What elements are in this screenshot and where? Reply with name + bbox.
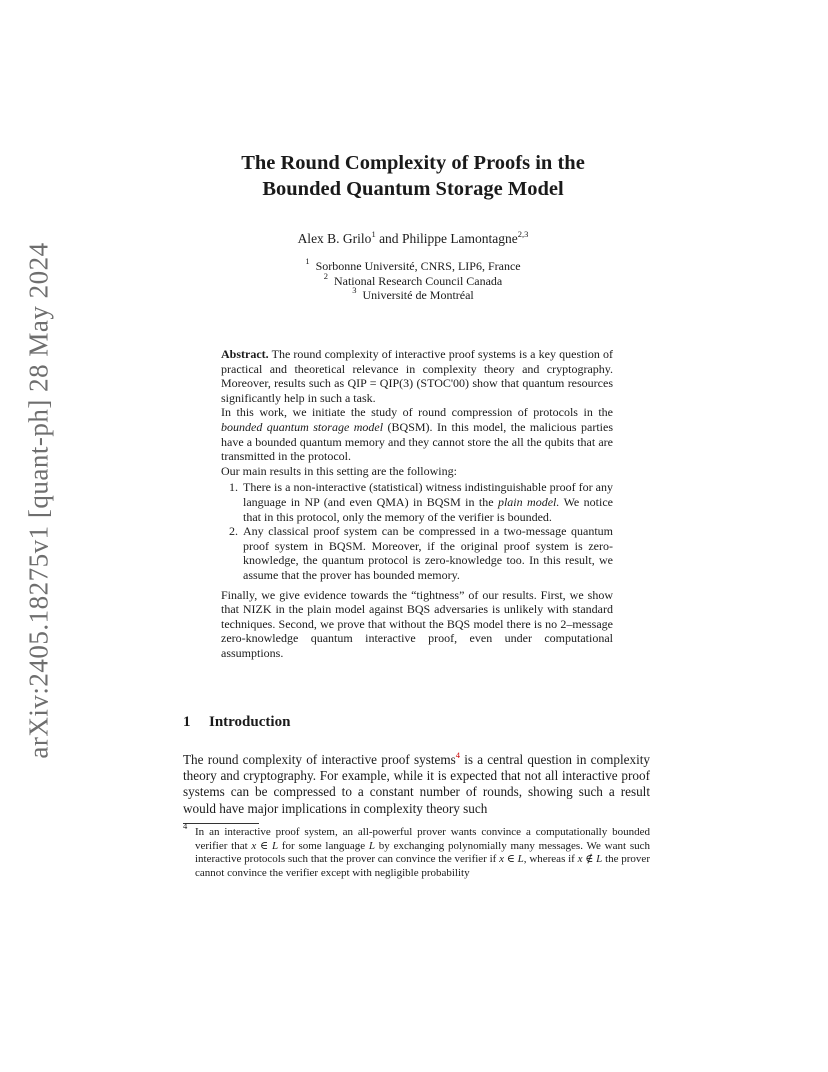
footnote-link[interactable]: 4 [455, 750, 460, 760]
footnote-text: In an interactive proof system, an all-powerful prover wants convince a computationally bounded verifier that [195, 826, 650, 852]
footnote-mark-wrap [183, 821, 195, 840]
results-list [221, 480, 613, 582]
footnote-divider [183, 823, 259, 824]
intro-text: The round complexity of interactive proof systems [183, 752, 456, 767]
footnote-math: x ∈ L [499, 853, 524, 865]
list-item-emphasis: plain model. [497, 494, 560, 509]
author-name: Philippe Lamontagne [401, 231, 518, 246]
section-number: 1 [183, 714, 191, 730]
affiliation-line [183, 270, 643, 289]
list-item [241, 480, 613, 524]
arxiv-identifier-stamp [22, 240, 56, 760]
footnote-text: for some language [278, 839, 369, 852]
abstract-text: In this work, we initiate the study of round compression of protocols in the [221, 405, 613, 420]
affiliation-name: Sorbonne Université, CNRS, LIP6, France [315, 259, 521, 273]
footnote-text: the prover cannot convince the verifier except with negligible probability [195, 853, 650, 879]
abstract-label: Abstract. [221, 347, 269, 361]
abstract-paragraph [221, 347, 613, 405]
affiliation-marker: 2,3 [517, 229, 529, 239]
footnote [183, 821, 650, 880]
title-line-2: Bounded Quantum Storage Model [262, 178, 564, 200]
author-list [183, 231, 643, 247]
title-line-1: The Round Complexity of Proofs in the [241, 152, 585, 174]
author-connector: and [379, 231, 399, 246]
abstract-paragraph: Our main results in this setting are the following: [221, 463, 457, 478]
list-item-text: There is a non-interactive (statistical) witness indistinguishable proof for any language in NP (and even QMA) in BQSM in the [243, 480, 613, 509]
footnote-mark: 4 [183, 821, 188, 831]
arxiv-identifier-text: arXiv:2405.18275v1 [quant-ph] 28 May 2024 [23, 241, 54, 759]
intro-paragraph [183, 752, 650, 817]
abstract-emphasis: bounded quantum storage model [221, 419, 384, 434]
intro-text-block [183, 752, 650, 817]
footnote-math: x ∉ L [577, 853, 603, 865]
abstract-paragraph [221, 405, 613, 463]
footnote-text: by exchanging polynomially many messages. We want such interactive protocols such that the prover can convince the verifier if [195, 839, 650, 865]
abstract-text: (BQSM). In this model, the malicious parties have a bounded quantum memory and they cannot store the all the qubits that are transmitted in the protocol. [221, 419, 614, 464]
affiliation-name: Université de Montréal [362, 288, 474, 302]
author-name: Alex B. Grilo [297, 231, 372, 246]
section-heading [183, 714, 290, 731]
abstract [221, 347, 613, 660]
affiliation-line [183, 256, 643, 274]
affiliation-list [183, 256, 643, 303]
footnote-math: L [368, 839, 376, 852]
abstract-text: The round complexity of interactive proof systems is a key question of practical and theoretical relevance in complexity theory and cryptography. Moreover, results such as QIP = QIP(3) (STOC'00) show that quantum resources significantly help in such a task. [221, 347, 613, 405]
affiliation-number: 3 [352, 285, 357, 295]
affiliation-number: 2 [323, 270, 328, 281]
affiliation-line [183, 285, 643, 303]
intro-text: is a central question in complexity theory and cryptography. For example, while it is expected that not all interactive proof systems can be compressed to a constant number of rounds, showing such a result would have major implications in complexity theory such [183, 752, 650, 816]
footnote-math: x ∈ L [251, 839, 279, 852]
list-item: 2. Any classical proof system can be compressed in a two-message quantum proof system in BQSM. Moreover, if the original proof system is zero-knowledge, the quantum protocol is zero-knowledge too. In this result, we assume that the prover has bounded memory. [241, 524, 613, 582]
affiliation-name: National Research Council Canada [333, 273, 503, 288]
section-title: Introduction [209, 714, 291, 730]
affiliation-number: 1 [305, 256, 310, 266]
paper-title [183, 150, 643, 202]
footnote-text: , whereas if [523, 853, 578, 865]
footnote-text-block [183, 821, 650, 880]
affiliation-marker: 1 [371, 229, 376, 239]
abstract-paragraph: Finally, we give evidence towards the “tightness” of our results. First, we show that NIZK in the plain model against BQS adversaries is unlikely with standard techniques. Second, we prove that without the BQS model there is no 2–message zero-knowledge quantum interactive proof, even under computational assumptions. [221, 587, 613, 660]
list-item-text: We notice that in this protocol, only the memory of the verifier is bounded. [243, 494, 613, 524]
